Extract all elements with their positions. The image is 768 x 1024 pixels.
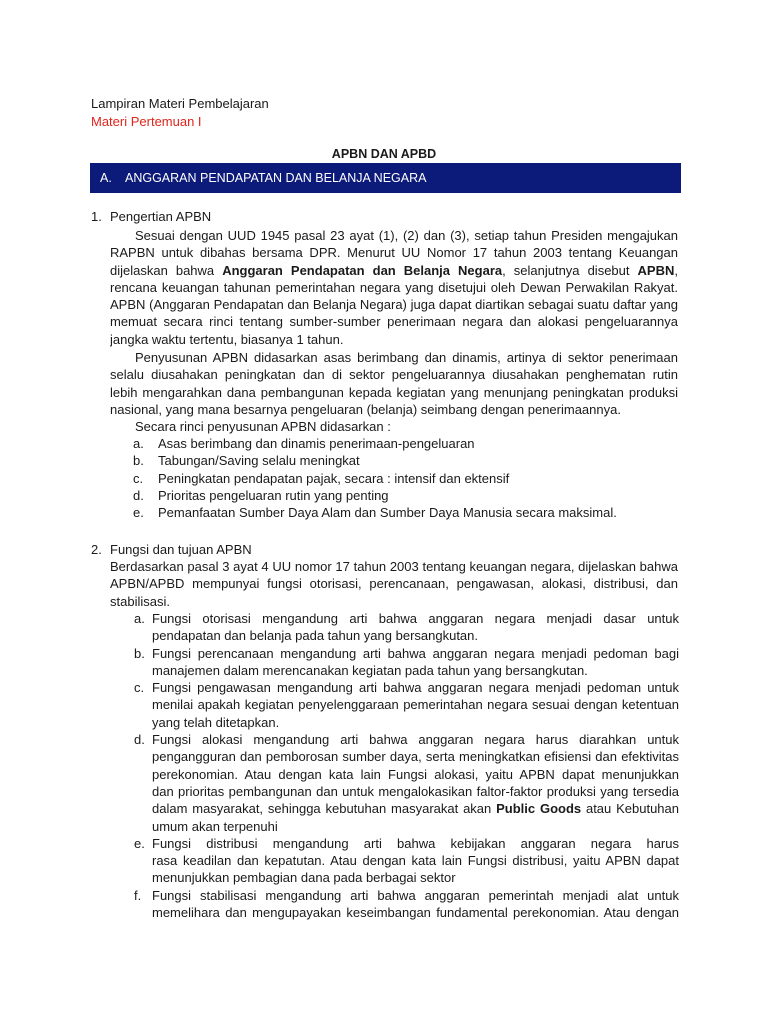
- section-1-paragraph-1: [110, 227, 678, 348]
- section-1-heading: [91, 208, 211, 225]
- section-1-paragraph-3: [110, 418, 678, 435]
- text-line: memuat secara rinci tentang sumber-sumber penerimaan negara dan alokasi pengeluarannya: [110, 314, 678, 330]
- banner-letter: A.: [100, 171, 112, 185]
- section-2-intro: [110, 558, 678, 610]
- section-2-list: [134, 610, 679, 921]
- text-line: nasional, yang mana besarnya pengeluaran (belanja) seimbang dengan penerimaannya.: [110, 401, 621, 417]
- section-banner: [90, 163, 681, 193]
- list-item: c. Fungsi pengawasan mengandung arti bahwa anggaran negara menjadi pedoman untuk menilai apakah kegiatan penyelenggaraan pemerintahan negara sesuai dengan ketentuan yang telah ditetapkan.: [134, 680, 679, 730]
- list-item: a. Asas berimbang dan dinamis penerimaan-pengeluaran: [133, 436, 475, 451]
- list-item: d. Fungsi alokasi mengandung arti bahwa anggaran negara harus diarahkan untuk pengangguran dan pemborosan sumber daya, serta meningkatkan efisiensi dan efektivitas perekonomian. Atau dengan kata lain Fungsi alokasi, yaitu APBN dapat menunjukkan dan prioritas pembangunan dan untuk mengalokasikan faltor-faktor produksi yang tersedia dalam masyarakat, sehingga kebutuhan masyarakat akan Public Goods atau Kebutuhan umum akan terpenuhi: [134, 732, 679, 834]
- bold-term: Anggaran Pendapatan dan Belanja Negara: [222, 262, 503, 278]
- list-item: b. Fungsi perencanaan mengandung arti bahwa anggaran negara menjadi pedoman bagi manajemen dalam merencanakan kegiatan pada tahun yang bersangkutan.: [134, 645, 679, 678]
- text-line: APBN (Anggaran Pendapatan dan Belanja Negara) juga dapat diartikan sebagai suatu daftar yang: [110, 297, 678, 313]
- attachment-title: Lampiran Materi Pembelajaran: [91, 96, 269, 111]
- section-2-number: 2.: [91, 542, 102, 557]
- text-line: selalu diusahakan peningkatan dan di sektor pengeluarannya diusahakan penghematan rutin: [110, 367, 678, 383]
- text-line: RAPBN untuk dibahas bersama DPR. Menurut UU Nomor 17 tahun 2003 tentang Keuangan: [110, 245, 678, 261]
- list-item: a. Fungsi otorisasi mengandung arti bahwa anggaran negara menjadi dasar untuk pendapatan dan belanja pada tahun yang bersangkutan.: [134, 611, 679, 644]
- section-2-heading: [91, 541, 252, 558]
- section-1-number: 1.: [91, 209, 102, 224]
- section-1-title: Pengertian APBN: [110, 209, 212, 224]
- text-line: dijelaskan bahwa Anggaran Pendapatan dan Belanja Negara, selanjutnya disebut APBN,: [110, 262, 678, 278]
- document-title: APBN DAN APBD: [331, 147, 437, 161]
- list-item: e. Pemanfaatan Sumber Daya Alam dan Sumber Daya Manusia secara maksimal.: [133, 505, 617, 521]
- text-line: Penyusunan APBN didasarkan asas berimbang dan dinamis, artinya di sektor penerimaan: [135, 350, 678, 365]
- section-1-list: [133, 435, 678, 521]
- text-line: Berdasarkan pasal 3 ayat 4 UU nomor 17 tahun 2003 tentang keuangan negara, dijelaskan bahwa: [110, 559, 678, 574]
- text-line: jangka waktu tertentu, biasanya 1 tahun.: [110, 331, 344, 347]
- text-line: Secara rinci penyusunan APBN didasarkan :: [135, 419, 391, 434]
- text-line: lebih mengarahkan dana pembangunan kepada kegiatan yang menunjang peningkatan produksi: [110, 384, 678, 400]
- bold-term: APBN: [637, 262, 675, 278]
- list-item: e. Fungsi distribusi mengandung arti bahwa kebijakan anggaran negara harus rasa keadilan dan kepatutan. Atau dengan kata lain Fungsi distribusi, yaitu APBN dapat menunjukkan pembagian dana pada berbagai sektor: [134, 835, 679, 886]
- text-line: rencana keuangan tahunan pemerintahan negara yang disetujui oleh Dewan Perwakilan Rakyat.: [110, 279, 678, 295]
- list-item: c. Peningkatan pendapatan pajak, secara : intensif dan ektensif: [133, 470, 510, 486]
- bold-term: Public Goods: [496, 801, 582, 817]
- section-2-title: Fungsi dan tujuan APBN: [110, 542, 252, 557]
- list-item: d. Prioritas pengeluaran rutin yang penting: [133, 487, 389, 503]
- banner-text: ANGGARAN PENDAPATAN DAN BELANJA NEGARA: [125, 171, 427, 185]
- meeting-subtitle: Materi Pertemuan I: [91, 114, 202, 129]
- section-1-paragraph-2: [110, 349, 678, 418]
- text-line: APBN/APBD mempunyai fungsi otorisasi, perencanaan, pengawasan, alokasi, distribusi, dan: [110, 576, 678, 592]
- list-item: b. Tabungan/Saving selalu meningkat: [133, 453, 360, 469]
- list-item: f. Fungsi stabilisasi mengandung arti bahwa anggaran pemerintah menjadi alat untuk memelihara dan mengupayakan keseimbangan fundamental perekonomian. Atau dengan: [134, 887, 679, 921]
- text-line: Sesuai dengan UUD 1945 pasal 23 ayat (1), (2) dan (3), setiap tahun Presiden mengajukan: [135, 228, 678, 243]
- text-line: stabilisasi.: [110, 593, 170, 609]
